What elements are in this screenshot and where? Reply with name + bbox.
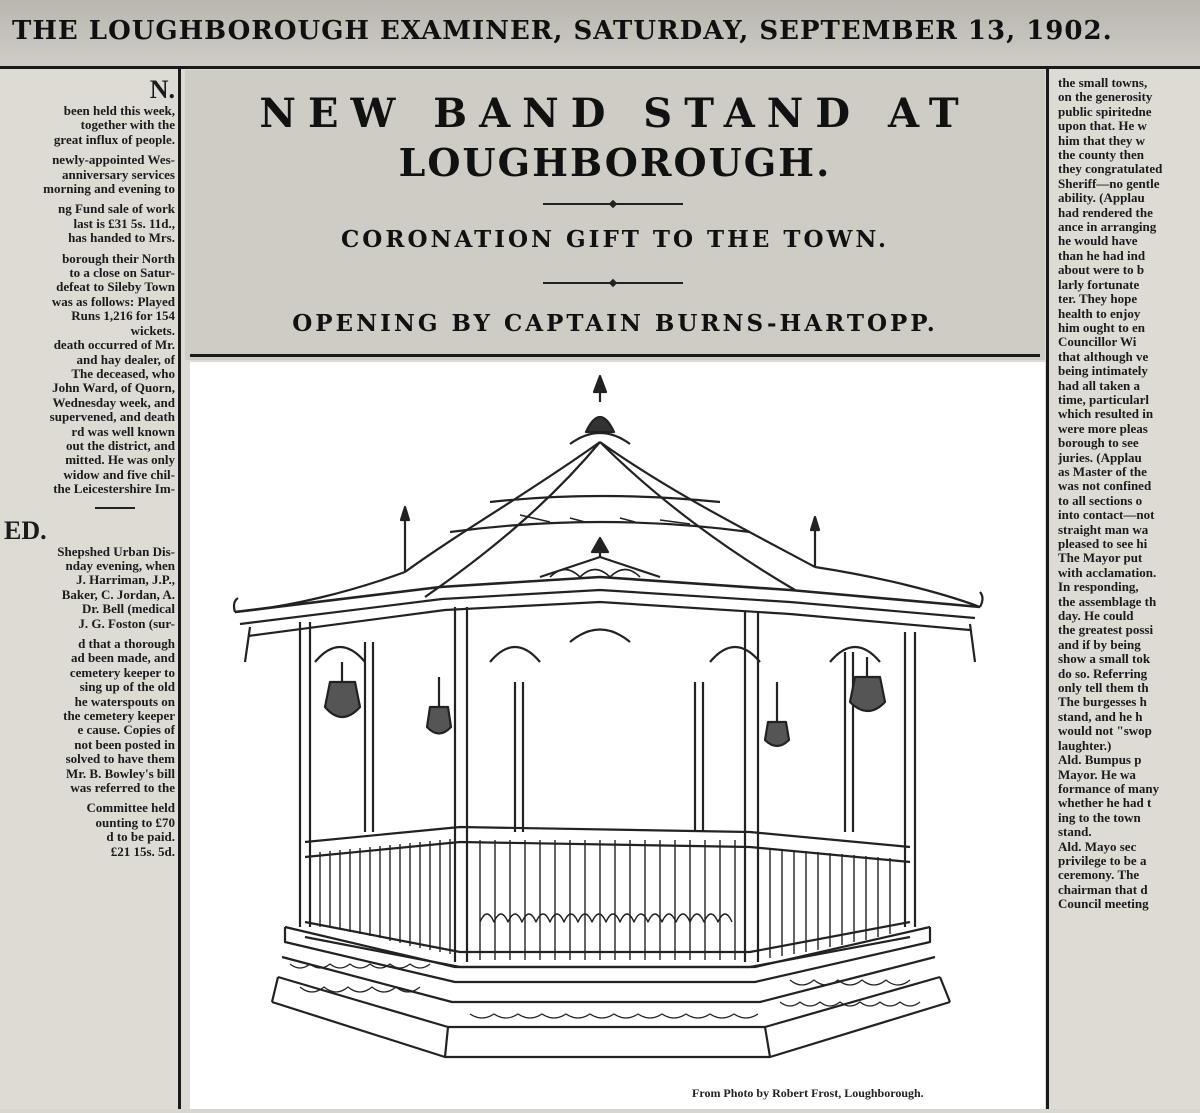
column-text-line: day. He could [1058, 608, 1134, 624]
column-text-line: ounting to £70 [95, 814, 175, 830]
column-text-line: In responding, [1058, 579, 1139, 595]
left-block-7 [0, 637, 175, 795]
column-text-line: borough to see [1058, 435, 1139, 451]
column-text-line: was referred to the [70, 780, 175, 796]
column-text-line: great influx of people. [53, 131, 175, 147]
bandstand-illustration [190, 362, 1045, 1109]
left-block-3 [0, 202, 175, 245]
column-text-line: they congratulated [1058, 161, 1163, 177]
headline-panel [185, 70, 1045, 360]
column-text-line: about were to b [1058, 262, 1145, 278]
column-text-line: wickets. [130, 322, 175, 338]
left-block-8 [0, 801, 175, 859]
column-text-line: newly-appointed Wes- [52, 152, 175, 168]
left-column [0, 76, 175, 1109]
column-text-line: pleased to see hi [1058, 536, 1148, 551]
column-text-line: Mayor. He wa [1058, 766, 1136, 782]
left-column-rule [178, 66, 181, 1109]
column-text-line: had rendered the [1058, 204, 1153, 220]
column-text-line: cemetery keeper to [69, 664, 175, 680]
column-text-line: The burgesses h [1058, 694, 1147, 710]
column-text-line: were more pleas [1058, 420, 1148, 436]
column-text-line: the greatest possi [1058, 622, 1154, 638]
column-text-line: death occurred of Mr. [53, 337, 175, 353]
column-text-line: time, particularl [1058, 391, 1149, 407]
column-text-line: the cemetery keeper [63, 708, 175, 724]
column-text-line: that although ve [1058, 348, 1149, 364]
column-text-line: J. Harriman, J.P., [76, 572, 175, 588]
column-text-line: last is £31 5s. 11d., [73, 215, 175, 231]
left-block-2 [0, 153, 175, 196]
column-text-line: borough their North [62, 250, 175, 266]
column-text-line: widow and five chil- [63, 466, 175, 482]
column-text-line: ad been made, and [70, 650, 175, 666]
right-block-4 [1058, 580, 1200, 753]
bandstand-engraving [190, 362, 1045, 1109]
column-text-line: he waterspouts on [74, 693, 175, 709]
column-text-line: juries. (Applau [1058, 449, 1142, 465]
column-text-line: Ald. Mayo sec [1058, 838, 1137, 854]
column-text-line: larly fortunate [1058, 276, 1140, 292]
column-text-line: ceremony. The [1058, 867, 1140, 883]
column-text-line: has handed to Mrs. [68, 230, 175, 246]
right-column-rule [1046, 66, 1049, 1109]
column-text-line: was not confined [1058, 478, 1152, 494]
right-block-6 [1058, 840, 1200, 912]
column-text-line: the assemblage th [1058, 593, 1157, 609]
column-text-line: upon that. He w [1058, 118, 1147, 134]
column-text-line: defeat to Sileby Town [56, 279, 175, 295]
column-text-line: e cause. Copies of [77, 722, 175, 738]
column-text-line: him that they w [1058, 132, 1146, 148]
column-text-line: the small towns, [1058, 76, 1148, 90]
column-text-line: formance of many [1058, 780, 1160, 796]
column-text-line: John Ward, of Quorn, [52, 380, 175, 396]
column-text-line: and hay dealer, of [76, 351, 175, 367]
column-text-line: ability. (Applau [1058, 190, 1145, 206]
column-text-line: not been posted in [74, 736, 175, 752]
column-text-line: him ought to en [1058, 319, 1146, 335]
column-text-line: Committee held [86, 800, 175, 816]
column-text-line: The deceased, who [71, 365, 175, 381]
column-text-line: £21 15s. 5d. [110, 843, 175, 859]
column-text-line: solved to have them [65, 751, 175, 767]
photo-credit-caption: From Photo by Robert Frost, Loughborough. [692, 1086, 924, 1100]
headline-rule [190, 354, 1040, 357]
column-text-line: as Master of the [1058, 463, 1147, 479]
column-text-line: public spiritedne [1058, 103, 1152, 119]
column-text-line: Sheriff—no gentle [1058, 175, 1160, 191]
column-text-line: been held this week, [63, 103, 175, 118]
column-text-line: supervened, and death [49, 409, 175, 425]
column-text-line: stand, and he h [1058, 708, 1143, 724]
right-block-5 [1058, 753, 1200, 839]
column-text-line: laughter.) [1058, 737, 1112, 753]
column-text-line: J. G. Foston (sur- [78, 615, 175, 631]
column-text-line: d to be paid. [106, 829, 175, 845]
column-text-line: d that a thorough [78, 636, 175, 651]
left-block-5 [0, 338, 175, 496]
left-section-heading: N. [149, 76, 175, 104]
right-block-2 [1058, 335, 1200, 551]
masthead-title: THE LOUGHBOROUGH EXAMINER, SATURDAY, SEPTEMBER 13, 1902. [12, 16, 1113, 46]
column-text-line: he would have [1058, 233, 1138, 249]
subheadline-2: OPENING BY CAPTAIN BURNS-HARTOPP. [292, 310, 938, 337]
column-text-line: do so. Referring [1058, 665, 1148, 681]
column-text-line: Runs 1,216 for 154 [71, 308, 175, 324]
column-text-line: rd was well known [71, 423, 175, 439]
column-text-line: Mr. B. Bowley's bill [66, 765, 175, 781]
column-text-line: being intimately [1058, 363, 1148, 379]
column-text-line: Ald. Bumpus p [1058, 752, 1142, 768]
column-text-line: had all taken a [1058, 377, 1140, 393]
column-text-line: only tell them th [1058, 680, 1149, 696]
column-text-line: than he had ind [1058, 247, 1146, 263]
ornament-dot-2 [609, 279, 617, 287]
headline-line-1: NEW BAND STAND AT [259, 90, 971, 137]
headline-line-2: LOUGHBOROUGH. [398, 140, 832, 185]
column-text-line: privilege to be a [1058, 852, 1147, 868]
column-text-line: which resulted in [1058, 406, 1154, 422]
left-block-1 [0, 104, 175, 147]
column-text-line: Wednesday week, and [52, 394, 175, 410]
masthead [0, 0, 1200, 69]
column-text-line: ing to the town [1058, 809, 1141, 825]
column-text-line: into contact—not [1058, 507, 1155, 523]
column-text-line: Council meeting [1058, 896, 1149, 912]
column-text-line: together with the [80, 117, 175, 133]
column-text-line: with acclamation. [1058, 564, 1157, 580]
column-text-line: ter. They hope [1058, 291, 1138, 307]
ornament-dot-1 [609, 200, 617, 208]
column-text-line: and if by being [1058, 636, 1141, 652]
subheadline-1: CORONATION GIFT TO THE TOWN. [341, 226, 889, 253]
left-block-4 [0, 252, 175, 338]
column-text-line: Dr. Bell (medical [81, 601, 175, 617]
column-text-line: Councillor Wi [1058, 334, 1137, 350]
column-text-line: the Leicestershire Im- [53, 481, 175, 497]
column-text-line: whether he had t [1058, 795, 1152, 811]
right-block-1 [1058, 76, 1200, 335]
column-text-line: ance in arranging [1058, 219, 1157, 235]
column-text-line: would not "swop [1058, 723, 1152, 739]
column-text-line: to all sections o [1058, 492, 1143, 508]
column-text-line: out the district, and [65, 437, 175, 453]
column-text-line: show a small tok [1058, 651, 1151, 667]
column-text-line: was as follows: Played [51, 293, 175, 309]
column-text-line: on the generosity [1058, 89, 1153, 105]
column-text-line: health to enjoy [1058, 305, 1141, 321]
right-block-3 [1058, 551, 1200, 580]
left-divider [95, 507, 135, 509]
column-text-line: morning and evening to [43, 181, 175, 197]
left-block-6 [0, 545, 175, 631]
column-text-line: sing up of the old [79, 679, 175, 695]
column-text-line: mitted. He was only [65, 452, 175, 468]
column-text-line: Baker, C. Jordan, A. [61, 586, 175, 602]
right-column [1058, 76, 1200, 1109]
column-text-line: the county then [1058, 147, 1144, 163]
column-text-line: nday evening, when [65, 557, 175, 573]
column-text-line: to a close on Satur- [69, 265, 175, 281]
column-text-line: stand. [1058, 824, 1092, 840]
column-text-line: ng Fund sale of work [57, 201, 175, 217]
column-text-line: The Mayor put [1058, 550, 1143, 566]
column-text-line: Shepshed Urban Dis- [57, 543, 175, 559]
column-text-line: chairman that d [1058, 881, 1148, 897]
column-text-line: anniversary services [61, 166, 175, 182]
left-section-heading-2: ED. [4, 515, 47, 545]
column-text-line: straight man wa [1058, 521, 1149, 537]
